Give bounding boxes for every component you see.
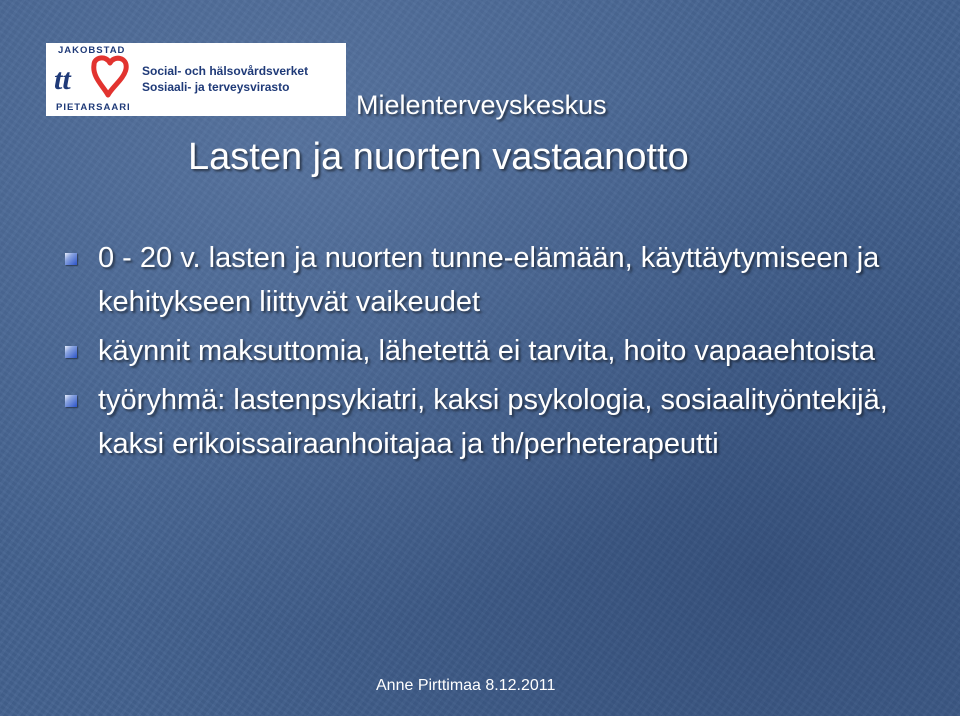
bullet-item: [98, 378, 928, 466]
square-bullet-icon: [65, 346, 77, 358]
bullet-item: [98, 236, 928, 324]
slide-footer: Anne Pirttimaa 8.12.2011: [376, 677, 556, 694]
bullet-text: käynnit maksuttomia, lähetettä ei tarvita, hoito vapaaehtoista: [98, 335, 875, 367]
logo-line-finnish: Sosiaali- ja terveysvirasto: [142, 80, 290, 94]
logo-city-top: JAKOBSTAD: [58, 45, 126, 56]
heart-logo-icon: [52, 55, 140, 101]
slide-subtitle: Mielenterveyskeskus: [356, 90, 607, 120]
logo-line-swedish: Social- och hälsovårdsverket: [142, 64, 309, 78]
bullet-text: 0 - 20 v. lasten ja nuorten tunne-elämään, käyttäytymiseen ja kehitykseen liittyvät vaikeudet: [98, 242, 880, 318]
slide-title: Lasten ja nuorten vastaanotto: [188, 136, 689, 178]
square-bullet-icon: [65, 253, 77, 265]
bullet-text: työryhmä: lastenpsykiatri, kaksi psykologia, sosiaalityöntekijä, kaksi erikoissairaanhoitajaa ja th/perheterapeutti: [98, 384, 888, 460]
svg-text:tt: tt: [54, 63, 71, 96]
logo-city-bottom: PIETARSAARI: [56, 102, 131, 113]
organization-logo: [46, 43, 346, 116]
square-bullet-icon: [65, 395, 77, 407]
bullet-item: [98, 329, 928, 373]
bullet-list: [98, 236, 928, 471]
